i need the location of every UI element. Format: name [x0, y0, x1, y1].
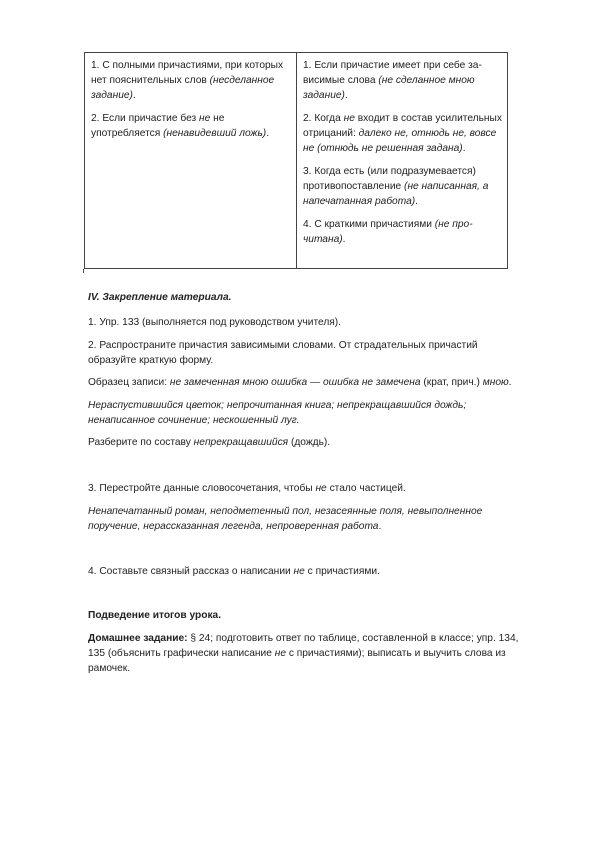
- table-rule: 1. Если причастие имеет при себе зависимые слова (не сделанное мною задание).: [303, 60, 482, 101]
- exercise-4: 4. Составьте связный рассказ о написании не с причастиями.: [88, 566, 380, 577]
- rules-table: [84, 52, 508, 269]
- table-rule: 1. С полными причастиями, при которых нет пояснительных слов (несделанное задание).: [91, 60, 284, 101]
- table-rule: 2. Если причастие без не не употребляется (ненавидевший ложь).: [91, 113, 270, 139]
- summary-title: Подведение итогов урока.: [88, 610, 222, 621]
- word-list-2: Нераспустившийся цветок; непрочитанная книга; непрекращавшийся дождь; ненаписанное сочинение; нескошенный луг.: [88, 400, 467, 426]
- parse-task: Разберите по составу непрекращавшийся (дождь).: [88, 437, 331, 448]
- exercise-3: 3. Перестройте данные словосочетания, чтобы не стало частицей.: [88, 483, 406, 494]
- sample-text: Образец записи: не замеченная мною ошибка — ошибка не замечена (крат, прич.) мною.: [88, 377, 512, 388]
- table-rule: 2. Когда не входит в состав усилительных отрицаний: далеко не, отнюдь не, вовсе не (отнюдь не решенная задана).: [303, 113, 502, 154]
- exercise-1: 1. Упр. 133 (выполняется под руководством учителя).: [88, 317, 342, 328]
- word-list-3: Ненапечатанный роман, неподметенный пол, незасеянные поля, невыполненное поручение, нерассказанная легенда, непроверенная работа.: [88, 506, 483, 532]
- table-column-together: [85, 53, 297, 268]
- section-title: IV. Закрепление материала.: [88, 292, 232, 303]
- table-rule: 3. Когда есть (или подразумевается) противопоставление (не написанная, а напечатанная работа).: [303, 166, 489, 207]
- homework: Домашнее задание: § 24; подготовить ответ по таблице, составленной в классе; упр. 134, 135 (объяснить графически написание не с причастиями); выписать и выучить слова из рамочек.: [88, 633, 519, 674]
- table-rule: 4. С краткими причастиями (не прочитана).: [303, 219, 473, 245]
- exercise-2: 2. Распространите причастия зависимыми словами. От страдательных причастий образуйте краткую форму.: [88, 340, 478, 366]
- table-edge-mark: [83, 269, 84, 273]
- table-column-separate: [297, 53, 507, 268]
